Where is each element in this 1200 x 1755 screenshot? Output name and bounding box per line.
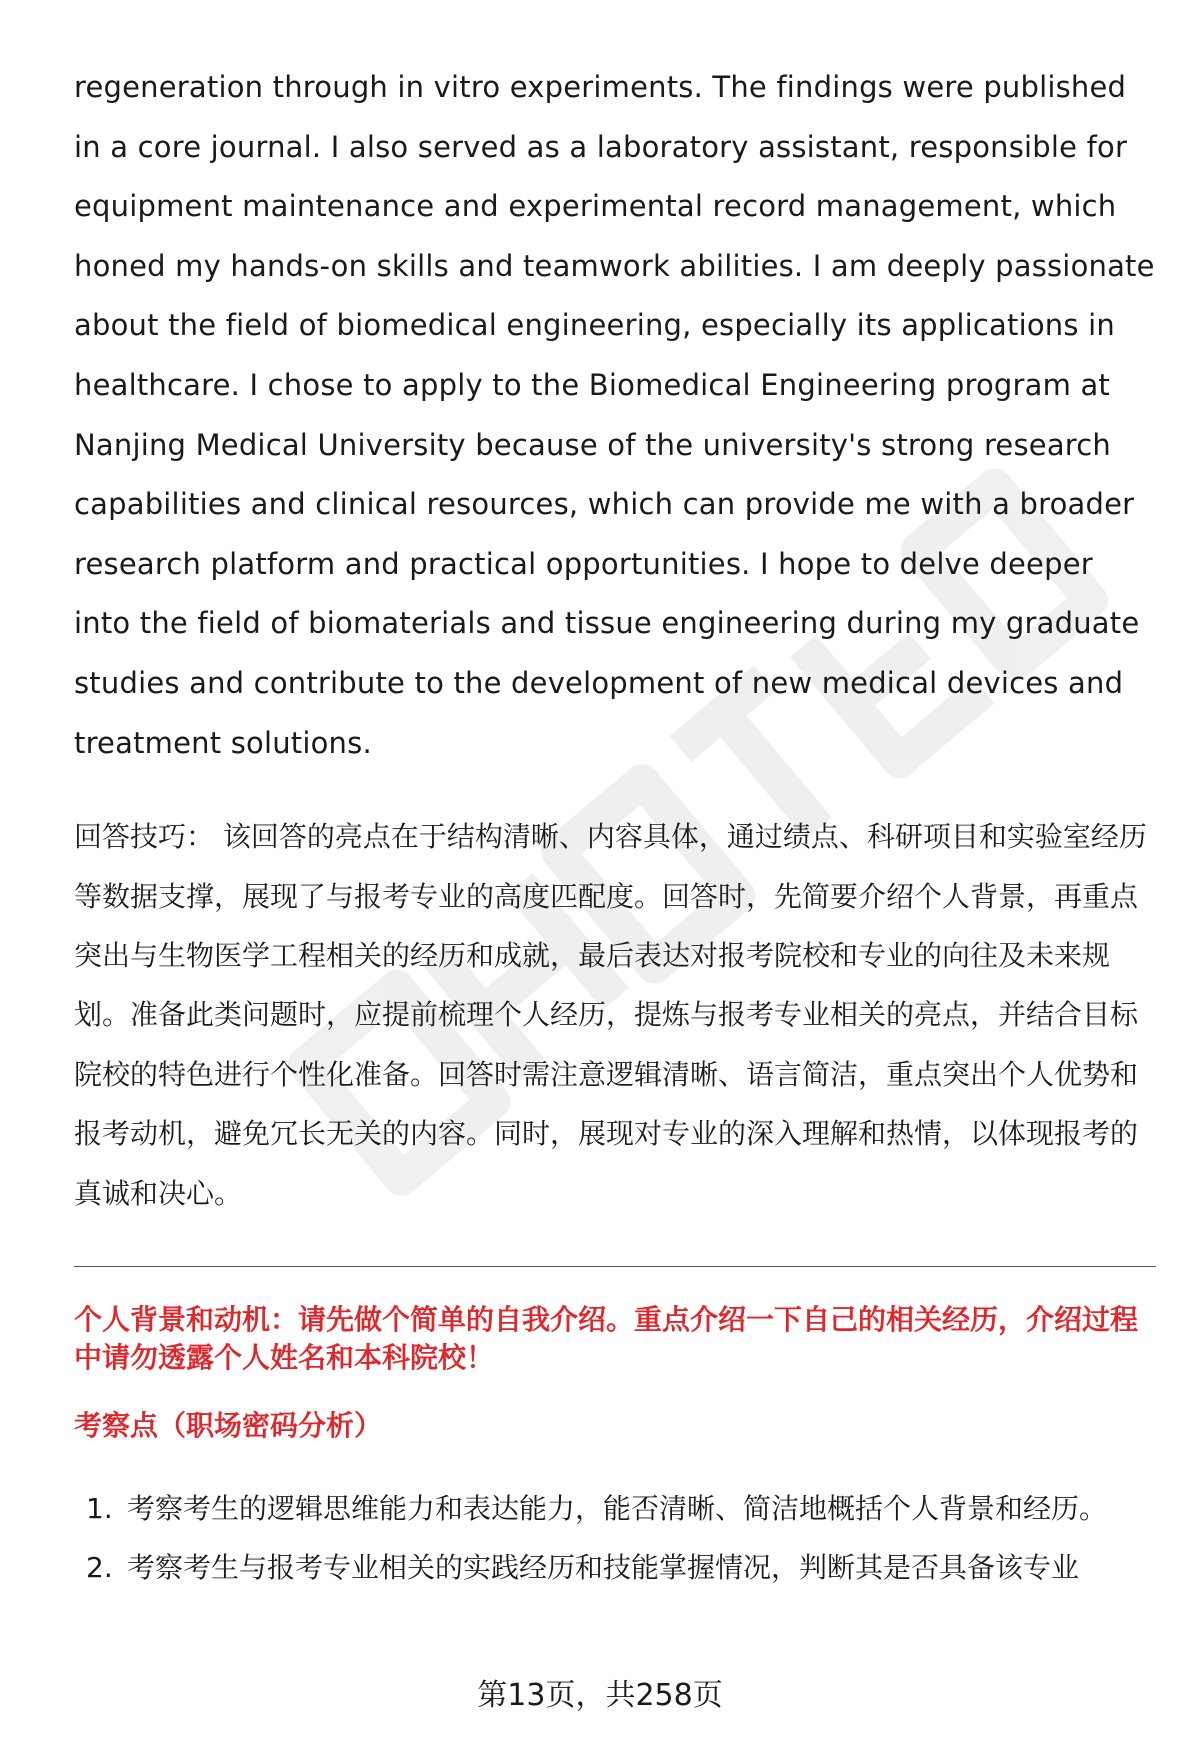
list-item-number: 1. (86, 1491, 113, 1525)
list-item (74, 1479, 1156, 1538)
assessment-subheading: 考察点（职场密码分析） (74, 1408, 383, 1442)
tips-text: 该回答的亮点在于结构清晰、内容具体，通过绩点、科研项目和实验室经历等数据支撑，展现了与报考专业的高度匹配度。回答时，先简要介绍个人背景，再重点突出与生物医学工程相关的经历和成就，最后表达对报考院校和专业的向往及未来规划。准备此类问题时，应提前梳理个人经历，提炼与报考专业相关的亮点，并结合目标院校的特色进行个性化准备。回答时需注意逻辑清晰、语言简洁，重点突出个人优势和报考动机，避免冗长无关的内容。同时，展现对专业的深入理解和热情，以体现报考的真诚和决心。 (74, 820, 1147, 1210)
list-item-number: 2. (86, 1551, 113, 1585)
list-item-text: 考察考生的逻辑思维能力和表达能力，能否清晰、简洁地概括个人背景和经历。 (127, 1491, 1108, 1525)
list-item (74, 1538, 1156, 1597)
section-divider (74, 1266, 1156, 1267)
answer-paragraph: regeneration through in vitro experiments. The findings were published in a core journal. I also served as a laboratory assistant, responsible for equipment maintenance and experimental record management, which honed my hands-on skills and teamwork abilities. I am deeply passionate about the field of biomedical engineering, especially its applications in healthcare. I chose to apply to the Biomedical Engineering program at Nanjing Medical University because of the university's strong research capabilities and clinical resources, which can provide me with a broader research platform and practical opportunities. I hope to delve deeper into the field of biomaterials and tissue engineering during my graduate studies and contribute to the development of new medical devices and treatment solutions. (74, 70, 1155, 760)
page-number-footer: 第13页，共258页 (477, 1678, 723, 1713)
assessment-points-list (74, 1479, 1156, 1598)
tips-label: 回答技巧： (74, 820, 215, 854)
answer-tips (74, 807, 1156, 1223)
list-item-text: 考察考生与报考专业相关的实践经历和技能掌握情况，判断其是否具备该专业 (127, 1551, 1080, 1585)
page-content (74, 58, 1156, 1598)
question-heading: 个人背景和动机：请先做个简单的自我介绍。重点介绍一下自己的相关经历，介绍过程中请勿透露个人姓名和本科院校！ (74, 1302, 1139, 1374)
